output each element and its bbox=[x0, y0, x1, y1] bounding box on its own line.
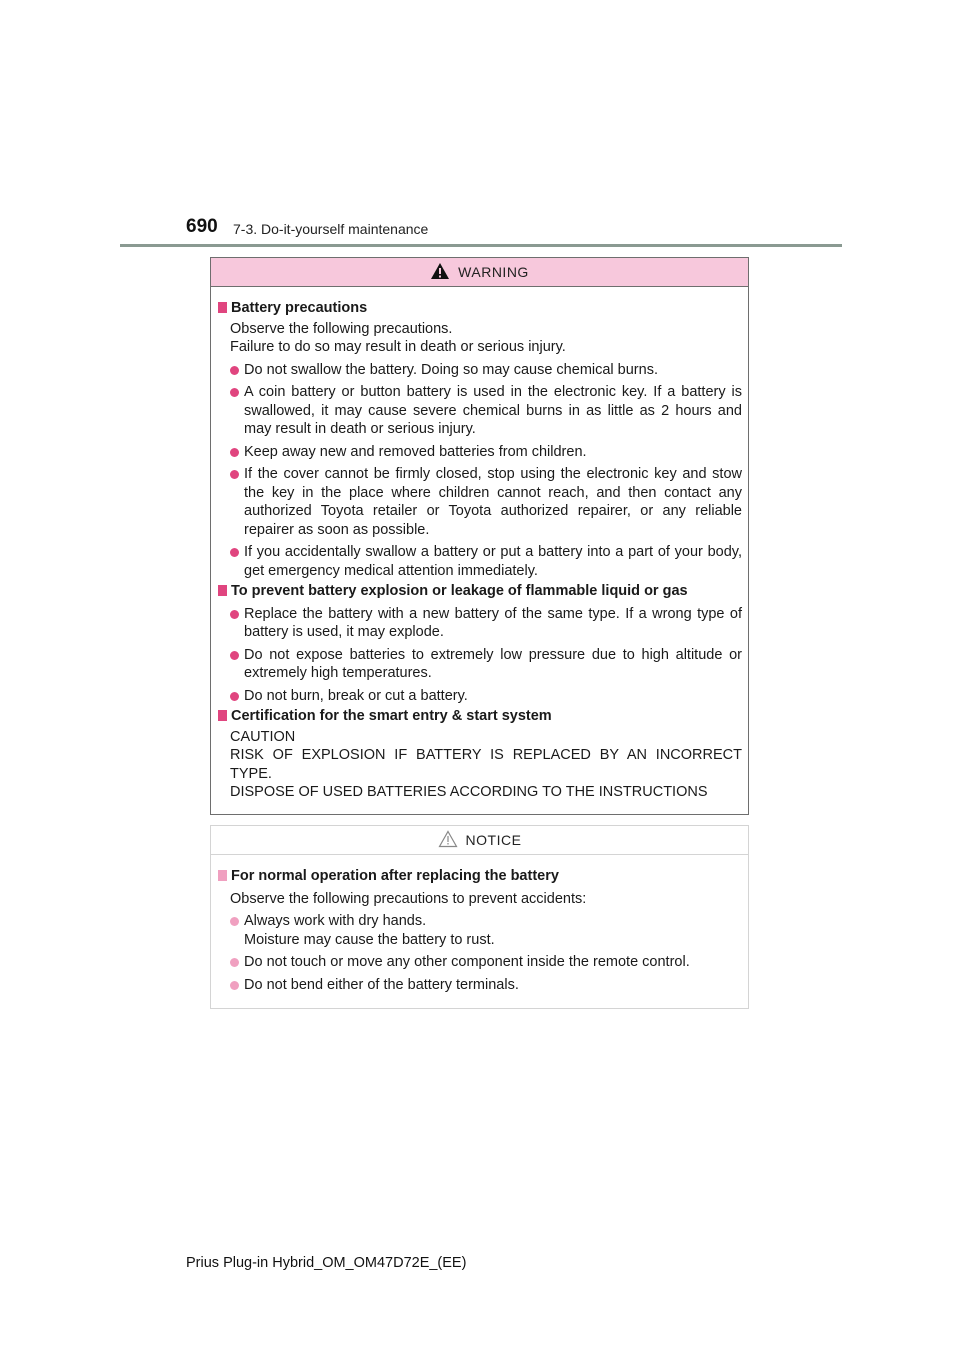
warning-heading bbox=[218, 707, 742, 726]
warning-bullet bbox=[230, 605, 742, 642]
warning-heading-text: Certification for the smart entry & start system bbox=[231, 708, 552, 724]
bullet-text: Do not swallow the battery. Doing so may cause chemical burns. bbox=[244, 361, 658, 378]
warning-bullet bbox=[230, 687, 742, 706]
notice-paragraph: Observe the following precautions to prevent accidents: bbox=[230, 890, 587, 907]
section-title: 7-3. Do-it-yourself maintenance bbox=[233, 221, 429, 237]
round-bullet-icon bbox=[230, 692, 239, 701]
round-bullet-icon bbox=[230, 448, 239, 457]
square-bullet-icon bbox=[218, 302, 227, 313]
notice-heading bbox=[218, 867, 742, 886]
caution-text: CAUTION RISK OF EXPLOSION IF BATTERY IS REPLACED BY AN INCORRECT TYPE. DISPOSE OF USED BATTERIES ACCORDING TO THE INSTRUCTIONS bbox=[230, 728, 742, 800]
warning-bullet bbox=[230, 465, 742, 539]
notice-bullet bbox=[230, 976, 742, 995]
round-bullet-icon bbox=[230, 366, 239, 375]
notice-header bbox=[211, 826, 748, 855]
warning-box bbox=[210, 257, 749, 815]
notice-triangle-icon bbox=[438, 830, 458, 848]
footer-doc-id: Prius Plug-in Hybrid_OM_OM47D72E_(EE) bbox=[186, 1255, 467, 1271]
notice-label: NOTICE bbox=[465, 832, 522, 848]
warning-heading bbox=[218, 299, 742, 318]
header-rule bbox=[120, 244, 842, 247]
warning-bullet bbox=[230, 361, 742, 380]
warning-heading-text: To prevent battery explosion or leakage of flammable liquid or gas bbox=[231, 583, 688, 599]
warning-bullet bbox=[230, 443, 742, 462]
warning-bullet bbox=[230, 543, 742, 580]
notice-bullet bbox=[230, 953, 742, 972]
round-bullet-icon bbox=[230, 981, 239, 990]
round-bullet-icon bbox=[230, 548, 239, 557]
warning-heading-text: Battery precautions bbox=[231, 300, 368, 316]
warning-heading bbox=[218, 582, 742, 601]
bullet-text: Replace the battery with a new battery of the same type. If a wrong type of battery is used, it may explode. bbox=[244, 605, 742, 640]
round-bullet-icon bbox=[230, 958, 239, 967]
warning-paragraph: Observe the following precautions. Failure to do so may result in death or serious injury. bbox=[230, 320, 566, 355]
warning-label: WARNING bbox=[458, 264, 529, 280]
notice-box bbox=[210, 825, 749, 1009]
bullet-text: A coin battery or button battery is used in the electronic key. If a battery is swallowed, it may cause severe chemical burns in as little as 2 hours and may result in death or serious injury. bbox=[244, 384, 742, 437]
round-bullet-icon bbox=[230, 917, 239, 926]
page-number: 690 bbox=[186, 216, 218, 237]
notice-bullet bbox=[230, 912, 742, 949]
bullet-text: If the cover cannot be firmly closed, stop using the electronic key and stow the key in the place where children cannot reach, and then contact any authorized Toyota retailer or Toyota authorized repairer, or any reliable repairer as soon as possible. bbox=[244, 466, 742, 538]
bullet-text: Keep away new and removed batteries from children. bbox=[244, 443, 587, 460]
round-bullet-icon bbox=[230, 651, 239, 660]
square-bullet-icon bbox=[218, 710, 227, 721]
warning-triangle-icon bbox=[430, 262, 450, 280]
bullet-text: Do not touch or move any other component inside the remote control. bbox=[244, 954, 690, 970]
notice-body bbox=[211, 855, 748, 994]
bullet-text: Always work with dry hands. Moisture may cause the battery to rust. bbox=[244, 913, 495, 948]
warning-bullet bbox=[230, 646, 742, 683]
warning-header bbox=[211, 258, 748, 287]
round-bullet-icon bbox=[230, 388, 239, 397]
bullet-text: If you accidentally swallow a battery or put a battery into a part of your body, get emergency medical attention immediately. bbox=[244, 544, 742, 579]
warning-bullet bbox=[230, 383, 742, 439]
warning-body bbox=[211, 287, 748, 802]
bullet-text: Do not bend either of the battery terminals. bbox=[244, 976, 519, 993]
square-bullet-icon bbox=[218, 585, 227, 596]
round-bullet-icon bbox=[230, 610, 239, 619]
round-bullet-icon bbox=[230, 470, 239, 479]
square-bullet-icon bbox=[218, 870, 227, 881]
bullet-text: Do not burn, break or cut a battery. bbox=[244, 687, 468, 704]
bullet-text: Do not expose batteries to extremely low pressure due to high altitude or extremely high temperatures. bbox=[244, 646, 742, 681]
notice-heading-text: For normal operation after replacing the battery bbox=[231, 868, 559, 884]
